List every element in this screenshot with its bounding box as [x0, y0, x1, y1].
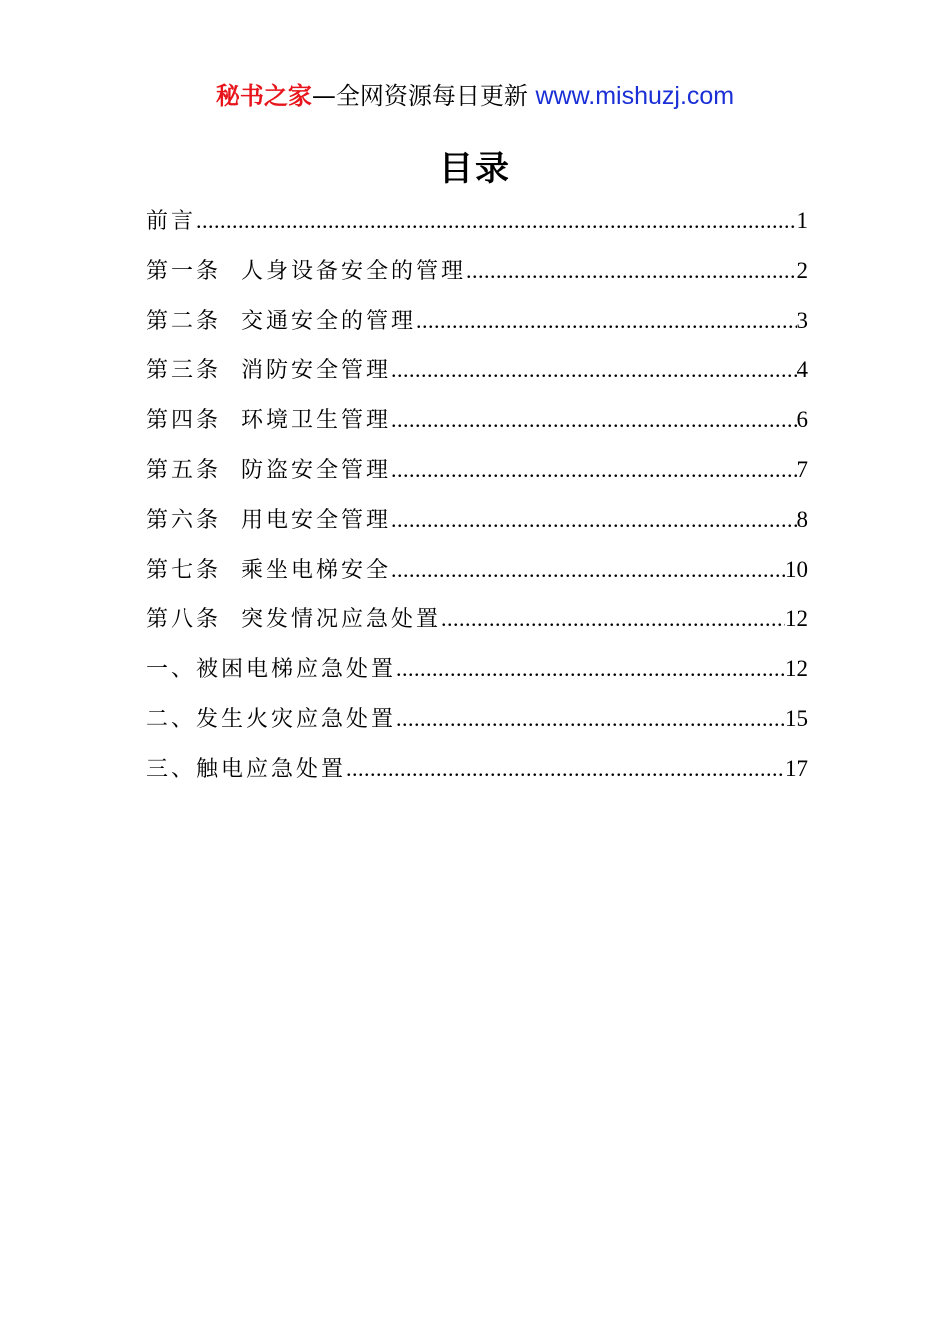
- toc-entry[interactable]: [146, 296, 808, 346]
- toc-entry-label: 三、触电应急处置: [146, 756, 347, 782]
- toc-entry-page: 2: [796, 257, 808, 283]
- toc-entry-label: 前言: [146, 209, 197, 234]
- toc-entry-label: 第三条 消防安全管理: [146, 358, 391, 384]
- toc-entry-page: 15: [785, 705, 808, 731]
- toc-entry-page: 10: [785, 556, 808, 582]
- toc-entry[interactable]: [146, 345, 808, 395]
- toc-entry-page: 6: [796, 407, 808, 433]
- site-header: [0, 80, 950, 112]
- toc-entry-page: 12: [785, 656, 808, 682]
- toc-leader-dots: [196, 196, 796, 246]
- toc-entry-label: 第八条 突发情况应急处置: [146, 607, 441, 633]
- toc-leader-dots: [396, 644, 785, 694]
- toc-entry-page: 1: [796, 208, 808, 233]
- toc-entry[interactable]: [146, 545, 808, 595]
- toc-entry-label: 第二条 交通安全的管理: [146, 308, 416, 334]
- toc-leader-dots: [391, 445, 797, 495]
- toc-entry-page: 12: [785, 606, 808, 632]
- toc-leader-dots: [416, 296, 797, 346]
- toc-entry[interactable]: [146, 395, 808, 445]
- toc-entry[interactable]: [146, 196, 808, 246]
- toc-entry-page: 7: [796, 456, 808, 482]
- toc-leader-dots: [391, 345, 797, 395]
- brand-name: 秘书之家: [215, 82, 312, 110]
- toc-entry-page: 4: [796, 357, 808, 383]
- header-tagline: —全网资源每日更新: [311, 82, 528, 110]
- toc-entry-label: 第六条 用电安全管理: [146, 507, 391, 533]
- toc-entry[interactable]: [146, 694, 808, 744]
- toc-leader-dots: [391, 495, 797, 545]
- toc-leader-dots: [441, 594, 785, 644]
- toc-leader-dots: [391, 395, 797, 445]
- toc-entry-page: 3: [796, 307, 808, 333]
- toc-leader-dots: [346, 744, 785, 794]
- toc-entry[interactable]: [146, 246, 808, 296]
- toc-leader-dots: [466, 246, 797, 296]
- toc-entry-label: 第七条 乘坐电梯安全: [146, 557, 391, 583]
- toc-entry[interactable]: [146, 445, 808, 495]
- toc-entry-label: 第五条 防盗安全管理: [146, 457, 391, 483]
- toc-entry-label: 第四条 环境卫生管理: [146, 408, 391, 434]
- toc-leader-dots: [396, 694, 785, 744]
- toc-entry-label: 第一条 人身设备安全的管理: [146, 258, 466, 284]
- toc-entry-label: 一、被困电梯应急处置: [146, 657, 397, 683]
- toc-entry[interactable]: [146, 594, 808, 644]
- site-url-link[interactable]: www.mishuzj.com: [535, 82, 735, 110]
- toc-entry[interactable]: [146, 495, 808, 545]
- toc-entry[interactable]: [146, 744, 808, 794]
- toc-leader-dots: [391, 545, 785, 595]
- table-of-contents: [146, 196, 808, 794]
- toc-entry-page: 17: [785, 755, 808, 781]
- toc-entry-label: 二、发生火灾应急处置: [146, 706, 397, 732]
- page-title: 目录: [439, 149, 511, 189]
- toc-entry-page: 8: [796, 506, 808, 532]
- toc-entry[interactable]: [146, 644, 808, 694]
